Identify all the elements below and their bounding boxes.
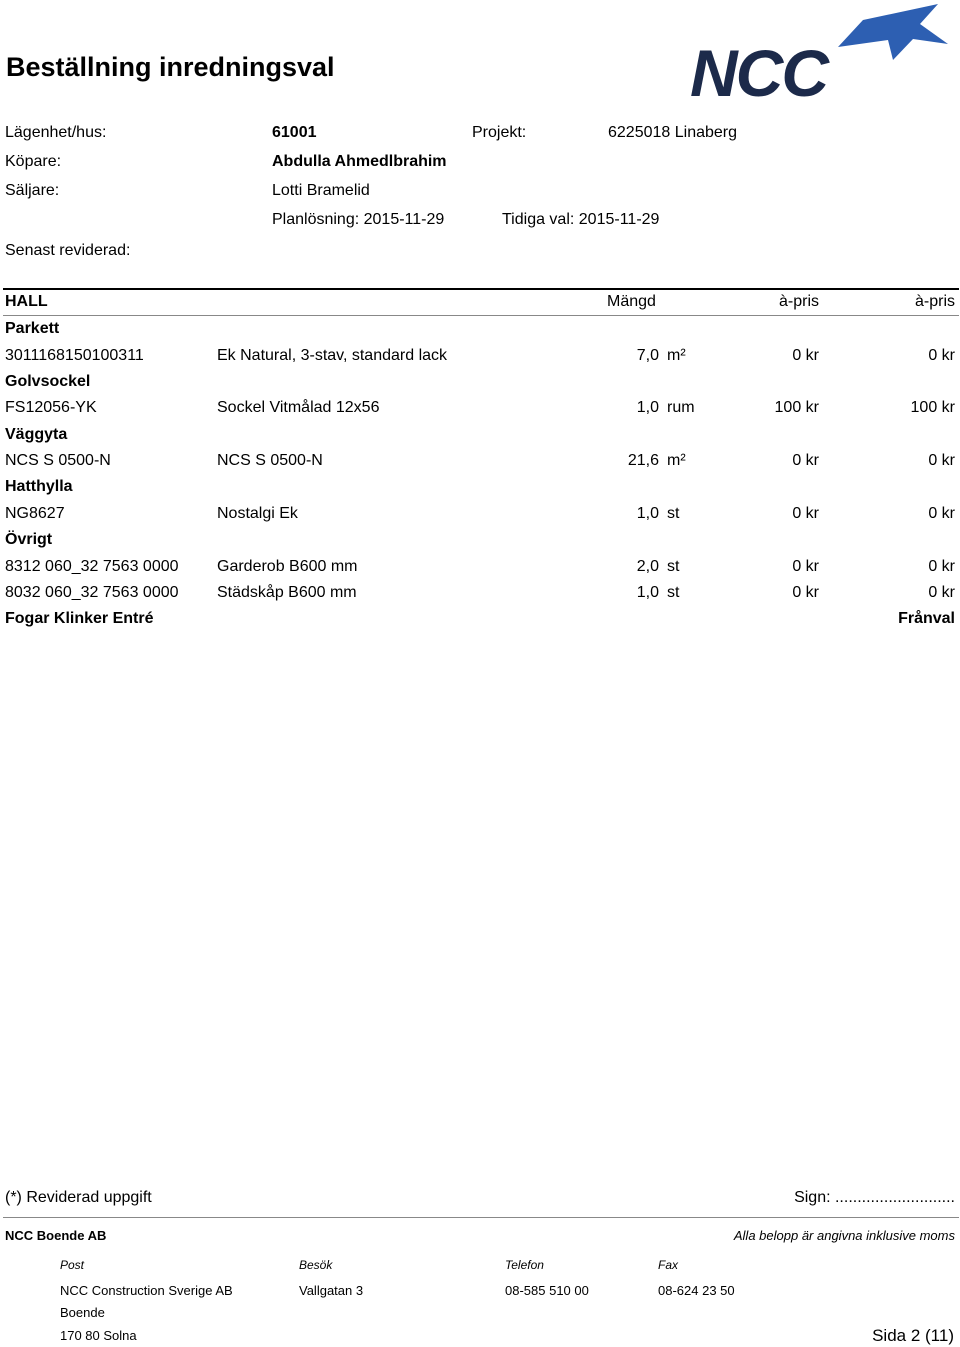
project-value: 6225018 Linaberg [608, 124, 738, 141]
item-desc: Nostalgi Ek [217, 505, 298, 522]
item-unit: st [667, 505, 680, 522]
item-total: 0 kr [928, 505, 955, 522]
early-choice-line [502, 211, 659, 229]
buyer-value: Abdulla Ahmedlbrahim [272, 153, 447, 170]
item-unit: st [667, 558, 680, 575]
revised-label: Senast reviderad: [5, 242, 131, 259]
layout-label: Planlösning: [272, 211, 360, 228]
group-heading [0, 426, 960, 452]
buyer-label: Köpare: [5, 153, 62, 170]
item-unit: rum [667, 399, 695, 416]
item-code: FS12056-YK [5, 399, 97, 416]
item-qty: 1,0 [636, 399, 659, 416]
revised-note: (*) Reviderad uppgift [5, 1189, 152, 1206]
early-label: Tidiga val: [502, 211, 575, 228]
vat-note: Alla belopp är angivna inklusive moms [733, 1228, 955, 1243]
fax-label: Fax [658, 1258, 679, 1272]
item-price: 0 kr [792, 505, 819, 522]
item-code: 8312 060_32 7563 0000 [5, 558, 179, 575]
item-desc: Städskåp B600 mm [217, 584, 357, 601]
item-desc: Ek Natural, 3-stav, standard lack [217, 347, 448, 364]
table-row [0, 347, 960, 373]
group-heading [0, 373, 960, 399]
item-price: 0 kr [792, 558, 819, 575]
unit-value: 61001 [272, 124, 317, 141]
page-number: Sida 2 (11) [872, 1326, 954, 1345]
table-row [0, 399, 960, 425]
visit-label: Besök [299, 1258, 333, 1272]
table-row [0, 452, 960, 478]
item-total: 0 kr [928, 584, 955, 601]
group-name: Hatthylla [5, 478, 73, 495]
group-name: Parkett [5, 320, 60, 337]
sign-field: Sign: ........................... [794, 1189, 955, 1206]
deselected-name: Fogar Klinker Entré [5, 610, 154, 627]
early-date: 2015-11-29 [578, 211, 660, 228]
visit-address: Vallgatan 3 [299, 1283, 364, 1298]
item-total: 100 kr [910, 399, 955, 416]
post-label: Post [60, 1258, 85, 1272]
phone-label: Telefon [505, 1258, 544, 1272]
table-row [0, 505, 960, 531]
item-price: 100 kr [774, 399, 819, 416]
table-row [0, 584, 960, 610]
item-qty: 21,6 [627, 452, 659, 469]
phone-number: 08-585 510 00 [505, 1283, 589, 1298]
seller-label: Säljare: [5, 182, 60, 199]
footer-rule [3, 1217, 959, 1218]
col-price-header: à-pris [778, 293, 819, 310]
group-name: Övrigt [5, 531, 53, 548]
section-name: HALL [5, 293, 48, 310]
post-address-line3: 170 80 Solna [60, 1328, 137, 1343]
company-name: NCC Boende AB [5, 1228, 107, 1243]
item-qty: 2,0 [636, 558, 659, 575]
deselected-label: Frånval [898, 610, 955, 627]
item-code: NG8627 [5, 505, 65, 522]
layout-date: 2015-11-29 [363, 211, 445, 228]
item-unit: st [667, 584, 680, 601]
item-qty: 1,0 [636, 505, 659, 522]
ncc-logo [688, 2, 948, 102]
document-title: Beställning inredningsval [6, 52, 335, 82]
item-code: NCS S 0500-N [5, 452, 111, 469]
unit-label: Lägenhet/hus: [5, 124, 107, 141]
table-top-rule [3, 288, 959, 290]
item-price: 0 kr [792, 452, 819, 469]
item-code: 3011168150100311 [5, 347, 144, 364]
fax-number: 08-624 23 50 [658, 1283, 735, 1298]
group-heading [0, 478, 960, 504]
deselected-row [0, 610, 960, 636]
item-total: 0 kr [928, 558, 955, 575]
item-price: 0 kr [792, 584, 819, 601]
item-desc: NCS S 0500-N [217, 452, 323, 469]
item-total: 0 kr [928, 347, 955, 364]
item-desc: Sockel Vitmålad 12x56 [217, 399, 380, 416]
group-heading [0, 531, 960, 557]
item-qty: 7,0 [636, 347, 659, 364]
item-code: 8032 060_32 7563 0000 [5, 584, 179, 601]
item-price: 0 kr [792, 347, 819, 364]
svg-text:NCC: NCC [690, 36, 827, 102]
group-name: Golvsockel [5, 373, 91, 390]
seller-value: Lotti Bramelid [272, 182, 370, 199]
item-qty: 1,0 [636, 584, 659, 601]
item-unit: m² [667, 347, 686, 364]
table-row [0, 558, 960, 584]
layout-date-line [272, 211, 444, 229]
table-header [0, 293, 960, 319]
group-heading [0, 320, 960, 346]
group-name: Väggyta [5, 426, 68, 443]
item-desc: Garderob B600 mm [217, 558, 358, 575]
item-total: 0 kr [928, 452, 955, 469]
post-address-line2: Boende [60, 1305, 105, 1320]
post-address-line1: NCC Construction Sverige AB [60, 1283, 233, 1298]
col-total-header: à-pris [914, 293, 955, 310]
item-unit: m² [667, 452, 686, 469]
col-qty-header: Mängd [607, 293, 656, 310]
project-label: Projekt: [472, 124, 527, 141]
